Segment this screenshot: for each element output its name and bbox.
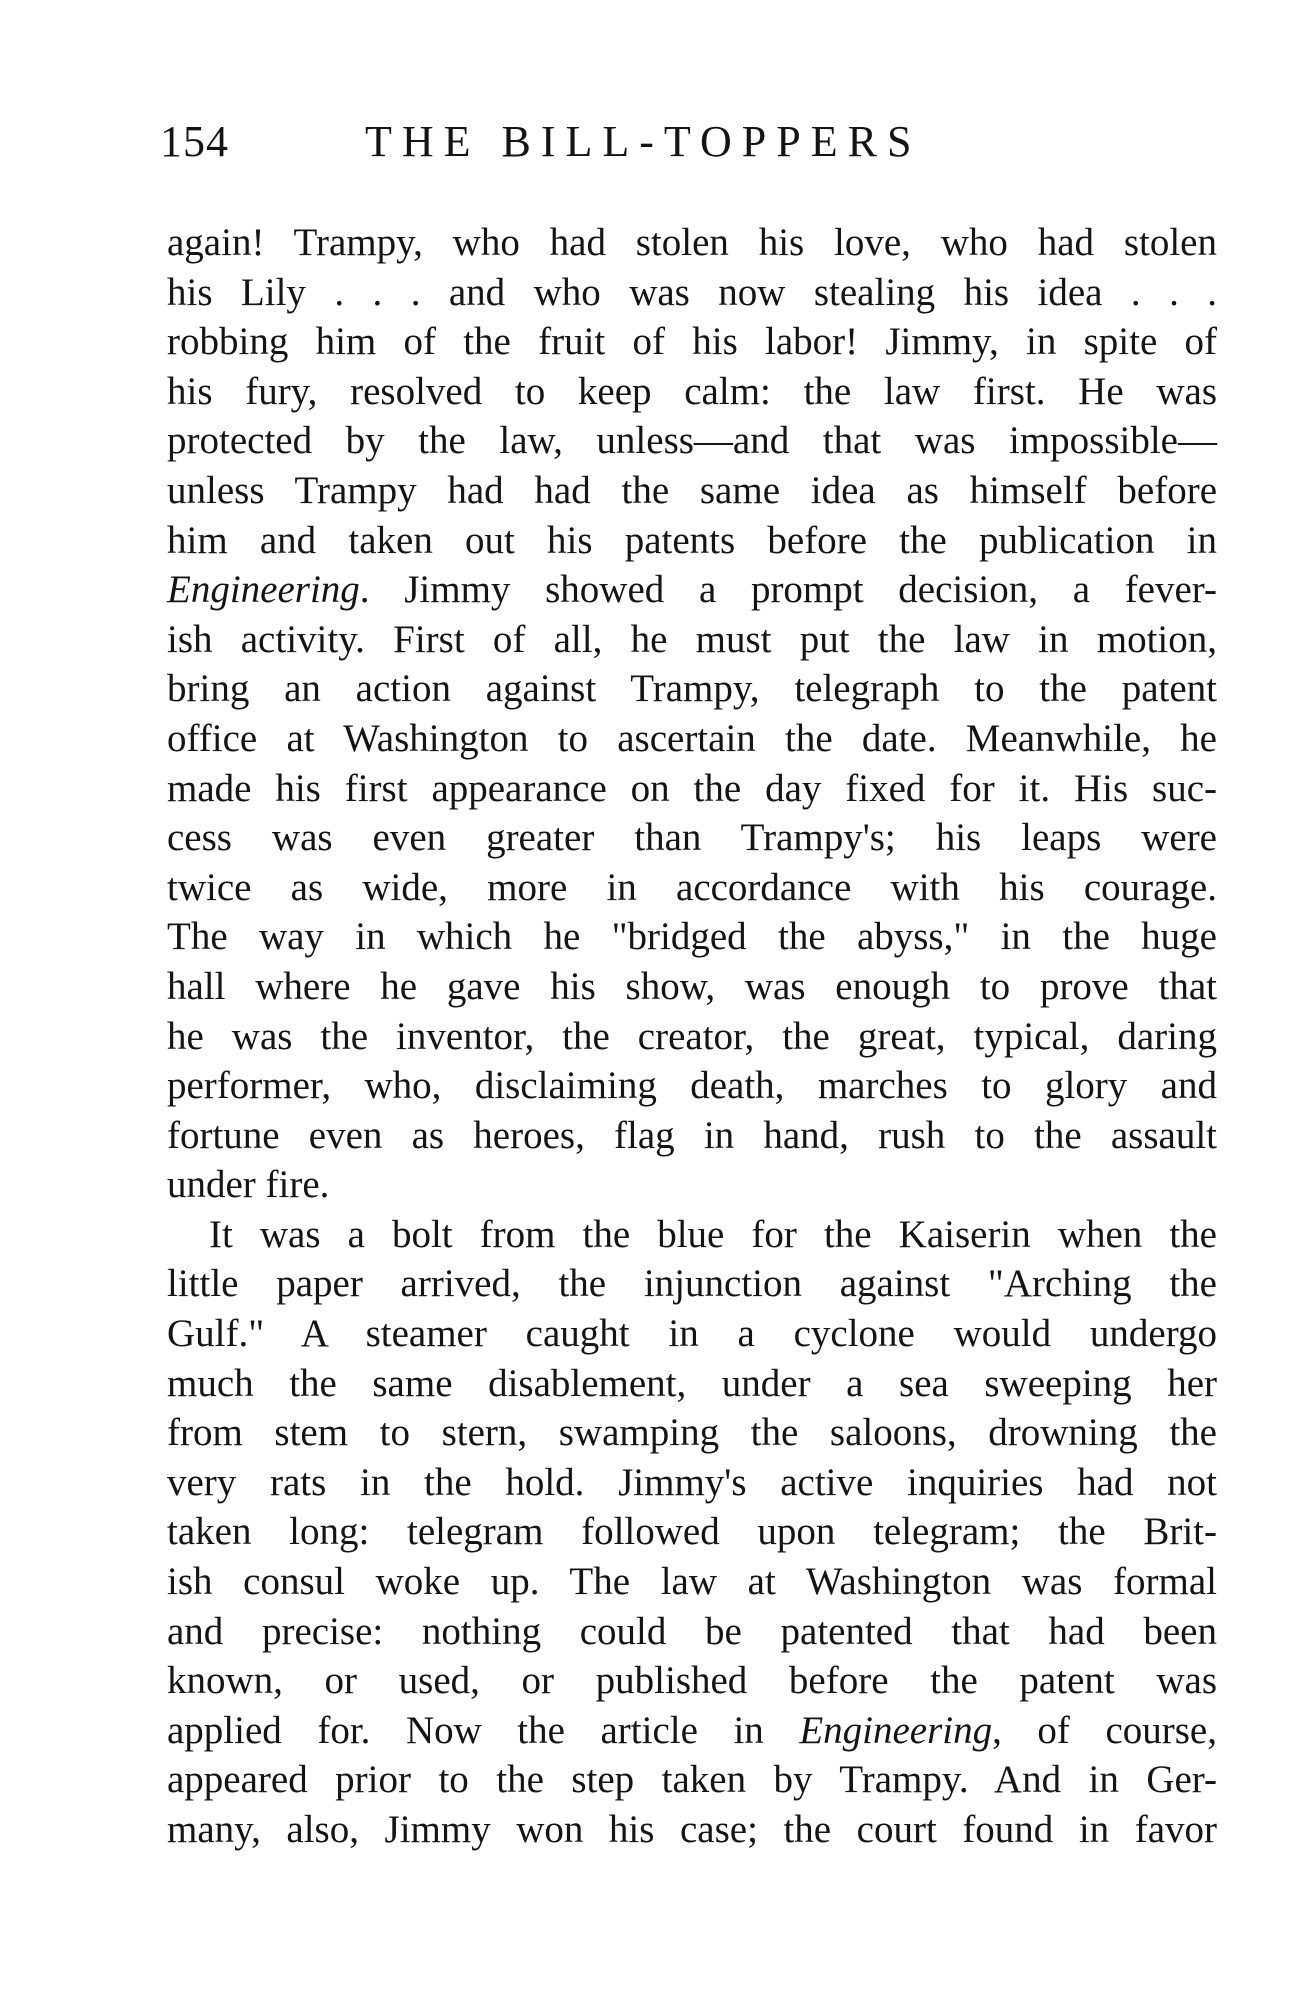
text-line: cess was even greater than Trampy's; his leaps were [167,816,1217,860]
text-line: The way in which he "bridged the abyss," in the huge [167,915,1217,959]
text-line: very rats in the hold. Jimmy's active inquiries had not [167,1460,1217,1504]
paragraph [167,1210,1217,1855]
text-line: unless Trampy had had the same idea as himself before [167,468,1217,512]
text-line: much the same disablement, under a sea sweeping her [167,1361,1217,1405]
text-line: made his first appearance on the day fixed for it. His suc- [167,766,1217,810]
text-line: again! Trampy, who had stolen his love, who had stolen [167,221,1217,264]
text-line: ish consul woke up. The law at Washington was formal [167,1560,1217,1604]
text-line: office at Washington to ascertain the date. Meanwhile, he [167,716,1217,760]
text-line: applied for. Now the article in Engineering, of course, [167,1708,1217,1752]
text-line: known, or used, or published before the patent was [167,1659,1217,1703]
text-line: and precise: nothing could be patented that had been [167,1609,1217,1653]
running-head [160,112,1220,172]
text-line: little paper arrived, the injunction against "Arching the [167,1262,1217,1306]
italic-title: Engineering [799,1708,993,1752]
book-title: THE BILL-TOPPERS [365,117,922,166]
text-line: robbing him of the fruit of his labor! Jimmy, in spite of [167,320,1217,364]
text-line: him and taken out his patents before the publication in [167,518,1217,562]
text-line: his fury, resolved to keep calm: the law first. He was [167,369,1217,413]
text-line: Gulf." A steamer caught in a cyclone would undergo [167,1312,1217,1356]
text-line: ish activity. First of all, he must put the law in motion, [167,617,1217,661]
text-line: bring an action against Trampy, telegraph to the patent [167,667,1217,711]
text-line: under fire. [167,1163,330,1207]
body-text [167,218,1217,1855]
text-line: fortune even as heroes, flag in hand, rush to the assault [167,1113,1217,1157]
text-line: taken long: telegram followed upon telegram; the Brit- [167,1510,1217,1554]
text-line: appeared prior to the step taken by Trampy. And in Ger- [167,1758,1217,1802]
text-line: protected by the law, unless—and that was impossible— [167,419,1217,463]
text-line: his Lily . . . and who was now stealing his idea . . . [167,270,1217,314]
text-line: performer, who, disclaiming death, marches to glory and [167,1064,1217,1108]
text-line: from stem to stern, swamping the saloons, drowning the [167,1411,1217,1455]
page-number: 154 [160,117,229,166]
text-line: twice as wide, more in accordance with his courage. [167,865,1217,909]
paragraph [167,218,1217,1210]
text-line: Engineering. Jimmy showed a prompt decision, a fever- [167,568,1217,612]
text-line: hall where he gave his show, was enough to prove that [167,964,1217,1008]
text-line: It was a bolt from the blue for the Kaiserin when the [209,1212,1217,1256]
italic-title: Engineering [167,568,360,612]
text-line: he was the inventor, the creator, the great, typical, daring [167,1014,1217,1058]
text-line: many, also, Jimmy won his case; the court found in favor [167,1808,1217,1851]
